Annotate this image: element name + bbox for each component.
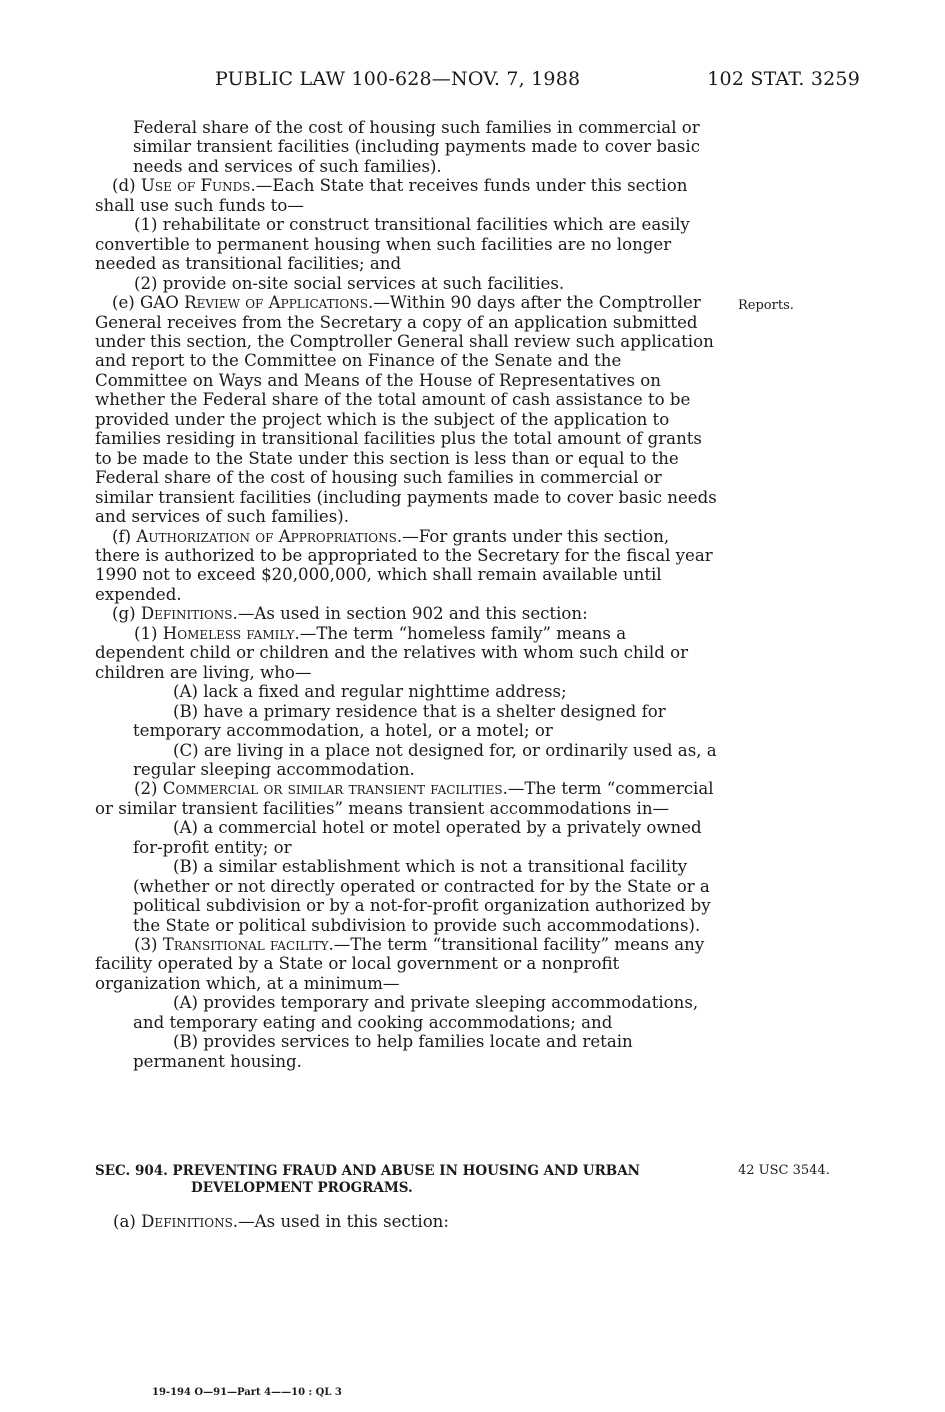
paragraph-text: (1) rehabilitate or construct transitional facilities which are easily convertible to permanent housing when such facilities are no longer needed as transitional facilities; and — [95, 215, 690, 274]
paragraph — [95, 624, 717, 682]
paragraph-text: —Within 90 days after the Comptroller General receives from the Secretary a copy of an application submitted under this section, the Comptroller General shall review such application and report to the Committee on Finance of the Senate and the Committee on Ways and Means of the House of Representatives on whether the Federal share of the total amount of cash assistance to be provided under the project which is the subject of the application to families residing in transitional facilities plus the total amount of grants to be made to the State under this section is less than or equal to the Federal share of the cost of housing such families in commercial or similar transient facilities (including payments made to cover basic needs and services of such families). — [95, 293, 717, 527]
paragraph-heading: Definitions. — [140, 604, 238, 624]
paragraph — [95, 215, 717, 273]
paragraph-heading: Transitional facility. — [162, 935, 334, 955]
paragraph-text: —Each State that receives funds under this section shall use such funds to— — [95, 176, 688, 215]
paragraph-text: (A) a commercial hotel or motel operated by a privately owned for-profit entity; or — [133, 818, 702, 857]
margin-note-reports: Reports. — [738, 298, 794, 313]
paragraph-text: —The term “homeless family” means a dependent child or children and the relatives with whom such child or children are living, who— — [95, 623, 689, 682]
subsection-a-caps: Definitions. — [141, 1212, 239, 1231]
section-heading-line2: DEVELOPMENT PROGRAMS. — [191, 1180, 413, 1196]
paragraph-text: (C) are living in a place not designed for, or ordinarily used as, a regular sleeping accommodation. — [133, 740, 717, 779]
paragraph-text: —For grants under this section, there is authorized to be appropriated to the Secretary for the fiscal year 1990 not to exceed $20,000,000, which shall remain available until expended. — [95, 526, 713, 604]
page-footer: 19-194 O—91—Part 4——10 : QL 3 — [152, 1387, 342, 1398]
page-header-title: PUBLIC LAW 100-628—NOV. 7, 1988 — [215, 68, 581, 90]
paragraph-heading: Review of Applications. — [184, 293, 374, 313]
paragraph — [95, 741, 717, 780]
page-header-stat: 102 STAT. 3259 — [707, 68, 860, 90]
paragraph-prefix: (3) — [134, 935, 163, 955]
paragraph — [95, 682, 717, 701]
paragraph-heading: Homeless family. — [162, 623, 300, 643]
section-heading-line1: SEC. 904. PREVENTING FRAUD AND ABUSE IN HOUSING AND URBAN — [95, 1163, 641, 1179]
paragraph — [95, 1032, 717, 1071]
paragraph-text: —The term “transitional facility” means any facility operated by a State or local government or a nonprofit organization which, at a minimum— — [95, 935, 705, 993]
paragraph-text: (A) lack a fixed and regular nighttime address; — [173, 682, 567, 702]
paragraph-prefix: (d) — [112, 176, 141, 196]
paragraph — [95, 604, 717, 623]
paragraph — [95, 118, 717, 176]
paragraph-prefix: (2) — [134, 779, 163, 799]
margin-note-usc: 42 USC 3544. — [738, 1163, 830, 1178]
subsection-a-prefix: (a) — [113, 1212, 142, 1231]
paragraph-text: (2) provide on-site social services at such facilities. — [134, 273, 565, 293]
subsection-a-text: —As used in this section: — [238, 1212, 449, 1231]
section-heading — [95, 1163, 717, 1197]
paragraph-text: —As used in section 902 and this section: — [237, 604, 588, 624]
paragraph-text: Federal share of the cost of housing such families in commercial or similar transient facilities (including payments made to cover basic needs and services of such families). — [133, 118, 701, 176]
paragraph — [95, 935, 717, 993]
paragraph-heading: Commercial or similar transient facilities. — [162, 779, 508, 799]
subsection-a-definitions — [113, 1212, 449, 1231]
paragraph-prefix: (f) — [112, 526, 137, 546]
paragraph-text: (B) provides services to help families locate and retain permanent housing. — [133, 1032, 633, 1071]
paragraph-prefix: (1) — [134, 623, 163, 643]
paragraph — [95, 274, 717, 293]
paragraph — [95, 702, 717, 741]
paragraph-text: —The term “commercial or similar transient facilities” means transient accommodations in— — [95, 779, 714, 818]
paragraph — [95, 176, 717, 215]
paragraph-text: (B) a similar establishment which is not a transitional facility (whether or not directly operated or contracted for by the State or a political subdivision or by a not-for-profit organization authorized by the State or political subdivision to provide such accommodations). — [133, 857, 711, 935]
paragraph-text: (B) have a primary residence that is a shelter designed for temporary accommodation, a hotel, or a motel; or — [133, 701, 666, 741]
paragraph — [95, 527, 717, 605]
paragraph — [95, 293, 717, 526]
paragraph-prefix: (g) — [112, 604, 141, 624]
paragraph-heading: Use of Funds. — [140, 176, 256, 196]
paragraph — [95, 857, 717, 935]
paragraph-text: (A) provides temporary and private sleeping accommodations, and temporary eating and cooking accommodations; and — [133, 993, 699, 1032]
paragraph-prefix: (e) GAO — [112, 293, 185, 313]
paragraph-heading: Authorization of Appropriations. — [136, 526, 403, 546]
paragraph — [95, 779, 717, 818]
paragraph — [95, 993, 717, 1032]
statute-body — [95, 118, 717, 1071]
paragraph — [95, 818, 717, 857]
